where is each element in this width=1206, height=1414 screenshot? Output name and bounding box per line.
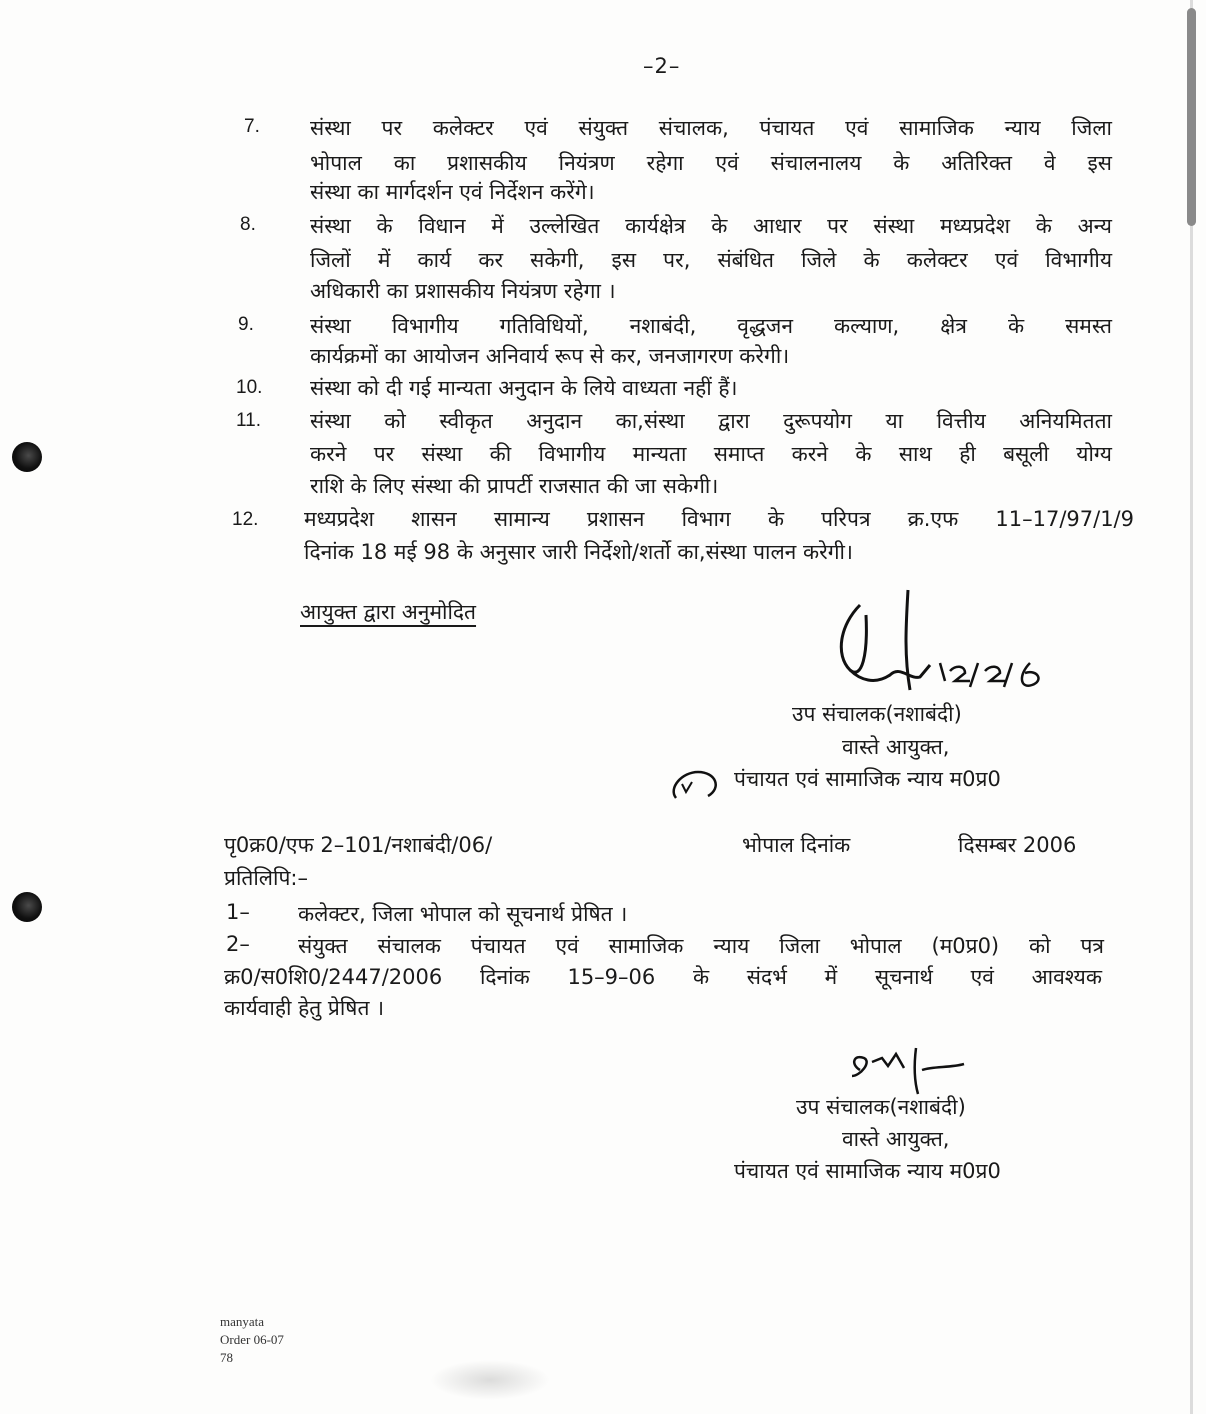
signatory-department-2: पंचायत एवं सामाजिक न्याय म0प्र0 xyxy=(734,1159,1001,1183)
handwritten-signature-2 xyxy=(842,1040,982,1100)
clause-line: संस्था का मार्गदर्शन एवं निर्देशन करेंगे। xyxy=(310,180,595,204)
clause-line: भोपाल का प्रशासकीय नियंत्रण रहेगा एवं संचालनालय के अतिरिक्त वे इस xyxy=(310,151,1112,175)
handwritten-signature xyxy=(820,585,1080,705)
copy-line: क्र0/स0शि0/2447/2006 दिनांक 15–9–06 के संदर्भ में सूचनार्थ एवं आवश्यक xyxy=(224,965,1102,989)
clause-number: 11. xyxy=(236,410,262,431)
reference-place-date: भोपाल दिनांक xyxy=(742,833,851,857)
copy-line: संयुक्त संचालक पंचायत एवं सामाजिक न्याय जिला भोपाल (म0प्र0) को पत्र xyxy=(298,934,1104,958)
signatory-for-2: वास्ते आयुक्त, xyxy=(842,1127,950,1151)
reference-month-year: दिसम्बर 2006 xyxy=(958,833,1077,857)
signatory-department: पंचायत एवं सामाजिक न्याय म0प्र0 xyxy=(734,767,1001,791)
clause-line: राशि के लिए संस्था की प्रापर्टी राजसात की जा सकेगी। xyxy=(310,474,719,498)
page-number: –2– xyxy=(643,54,681,78)
clause-line: संस्था पर कलेक्टर एवं संयुक्त संचालक, पंचायत एवं सामाजिक न्याय जिला xyxy=(310,116,1112,140)
clause-line: करने पर संस्था की विभागीय मान्यता समाप्त करने के साथ ही बसूली योग्य xyxy=(310,442,1112,466)
clause-number: 10. xyxy=(236,377,263,398)
clause-number: 8. xyxy=(240,214,256,235)
clause-number: 9. xyxy=(238,314,254,335)
clause-line: कार्यक्रमों का आयोजन अनिवार्य रूप से कर, जनजागरण करेगी। xyxy=(310,344,790,368)
clause-line: मध्यप्रदेश शासन सामान्य प्रशासन विभाग के परिपत्र क्र.एफ 11–17/97/1/9 xyxy=(304,507,1134,531)
clause-number: 12. xyxy=(232,509,259,530)
initial-mark xyxy=(664,762,734,812)
clause-line: संस्था विभागीय गतिविधियों, नशाबंदी, वृद्धजन कल्याण, क्षेत्र के समस्त xyxy=(310,314,1112,338)
clause-line: दिनांक 18 मई 98 के अनुसार जारी निर्देशो/शर्तो का,संस्था पालन करेगी। xyxy=(304,540,853,564)
clause-number: 7. xyxy=(244,116,260,137)
clause-line: संस्था को दी गई मान्यता अनुदान के लिये वाध्यता नहीं हैं। xyxy=(310,376,738,400)
copy-line: कार्यवाही हेतु प्रेषित । xyxy=(224,996,385,1020)
copy-number: 2– xyxy=(226,932,250,956)
scrollbar-thumb[interactable] xyxy=(1187,8,1196,226)
signatory-designation: उप संचालक(नशाबंदी) xyxy=(792,702,962,726)
scan-smudge xyxy=(430,1360,550,1400)
clause-line: संस्था को स्वीकृत अनुदान का,संस्था द्वारा दुरूपयोग या वित्तीय अनियमितता xyxy=(310,409,1112,433)
footer-page-ref: 78 xyxy=(220,1350,233,1365)
copy-number: 1– xyxy=(226,900,250,924)
copy-text: कलेक्टर, जिला भोपाल को सूचनार्थ प्रेषित । xyxy=(298,902,628,926)
approval-note: आयुक्त द्वारा अनुमोदित xyxy=(300,600,477,624)
footer-filename: manyata xyxy=(220,1314,265,1329)
clause-line: जिलों में कार्य कर सकेगी, इस पर, संबंधित जिले के कलेक्टर एवं विभागीय xyxy=(310,248,1112,272)
copy-heading: प्रतिलिपि:– xyxy=(224,866,308,890)
footer-order: Order 06-07 xyxy=(220,1332,284,1347)
punch-hole-top xyxy=(12,442,42,472)
reference-number: पृ0क्र0/एफ 2–101/नशाबंदी/06/ xyxy=(224,833,493,857)
clause-line: संस्था के विधान में उल्लेखित कार्यक्षेत्र के आधार पर संस्था मध्यप्रदेश के अन्य xyxy=(310,214,1112,238)
signatory-designation-2: उप संचालक(नशाबंदी) xyxy=(796,1095,966,1119)
clause-line: अधिकारी का प्रशासकीय नियंत्रण रहेगा । xyxy=(310,279,616,303)
punch-hole-bottom xyxy=(12,892,42,922)
signatory-for: वास्ते आयुक्त, xyxy=(842,735,950,759)
